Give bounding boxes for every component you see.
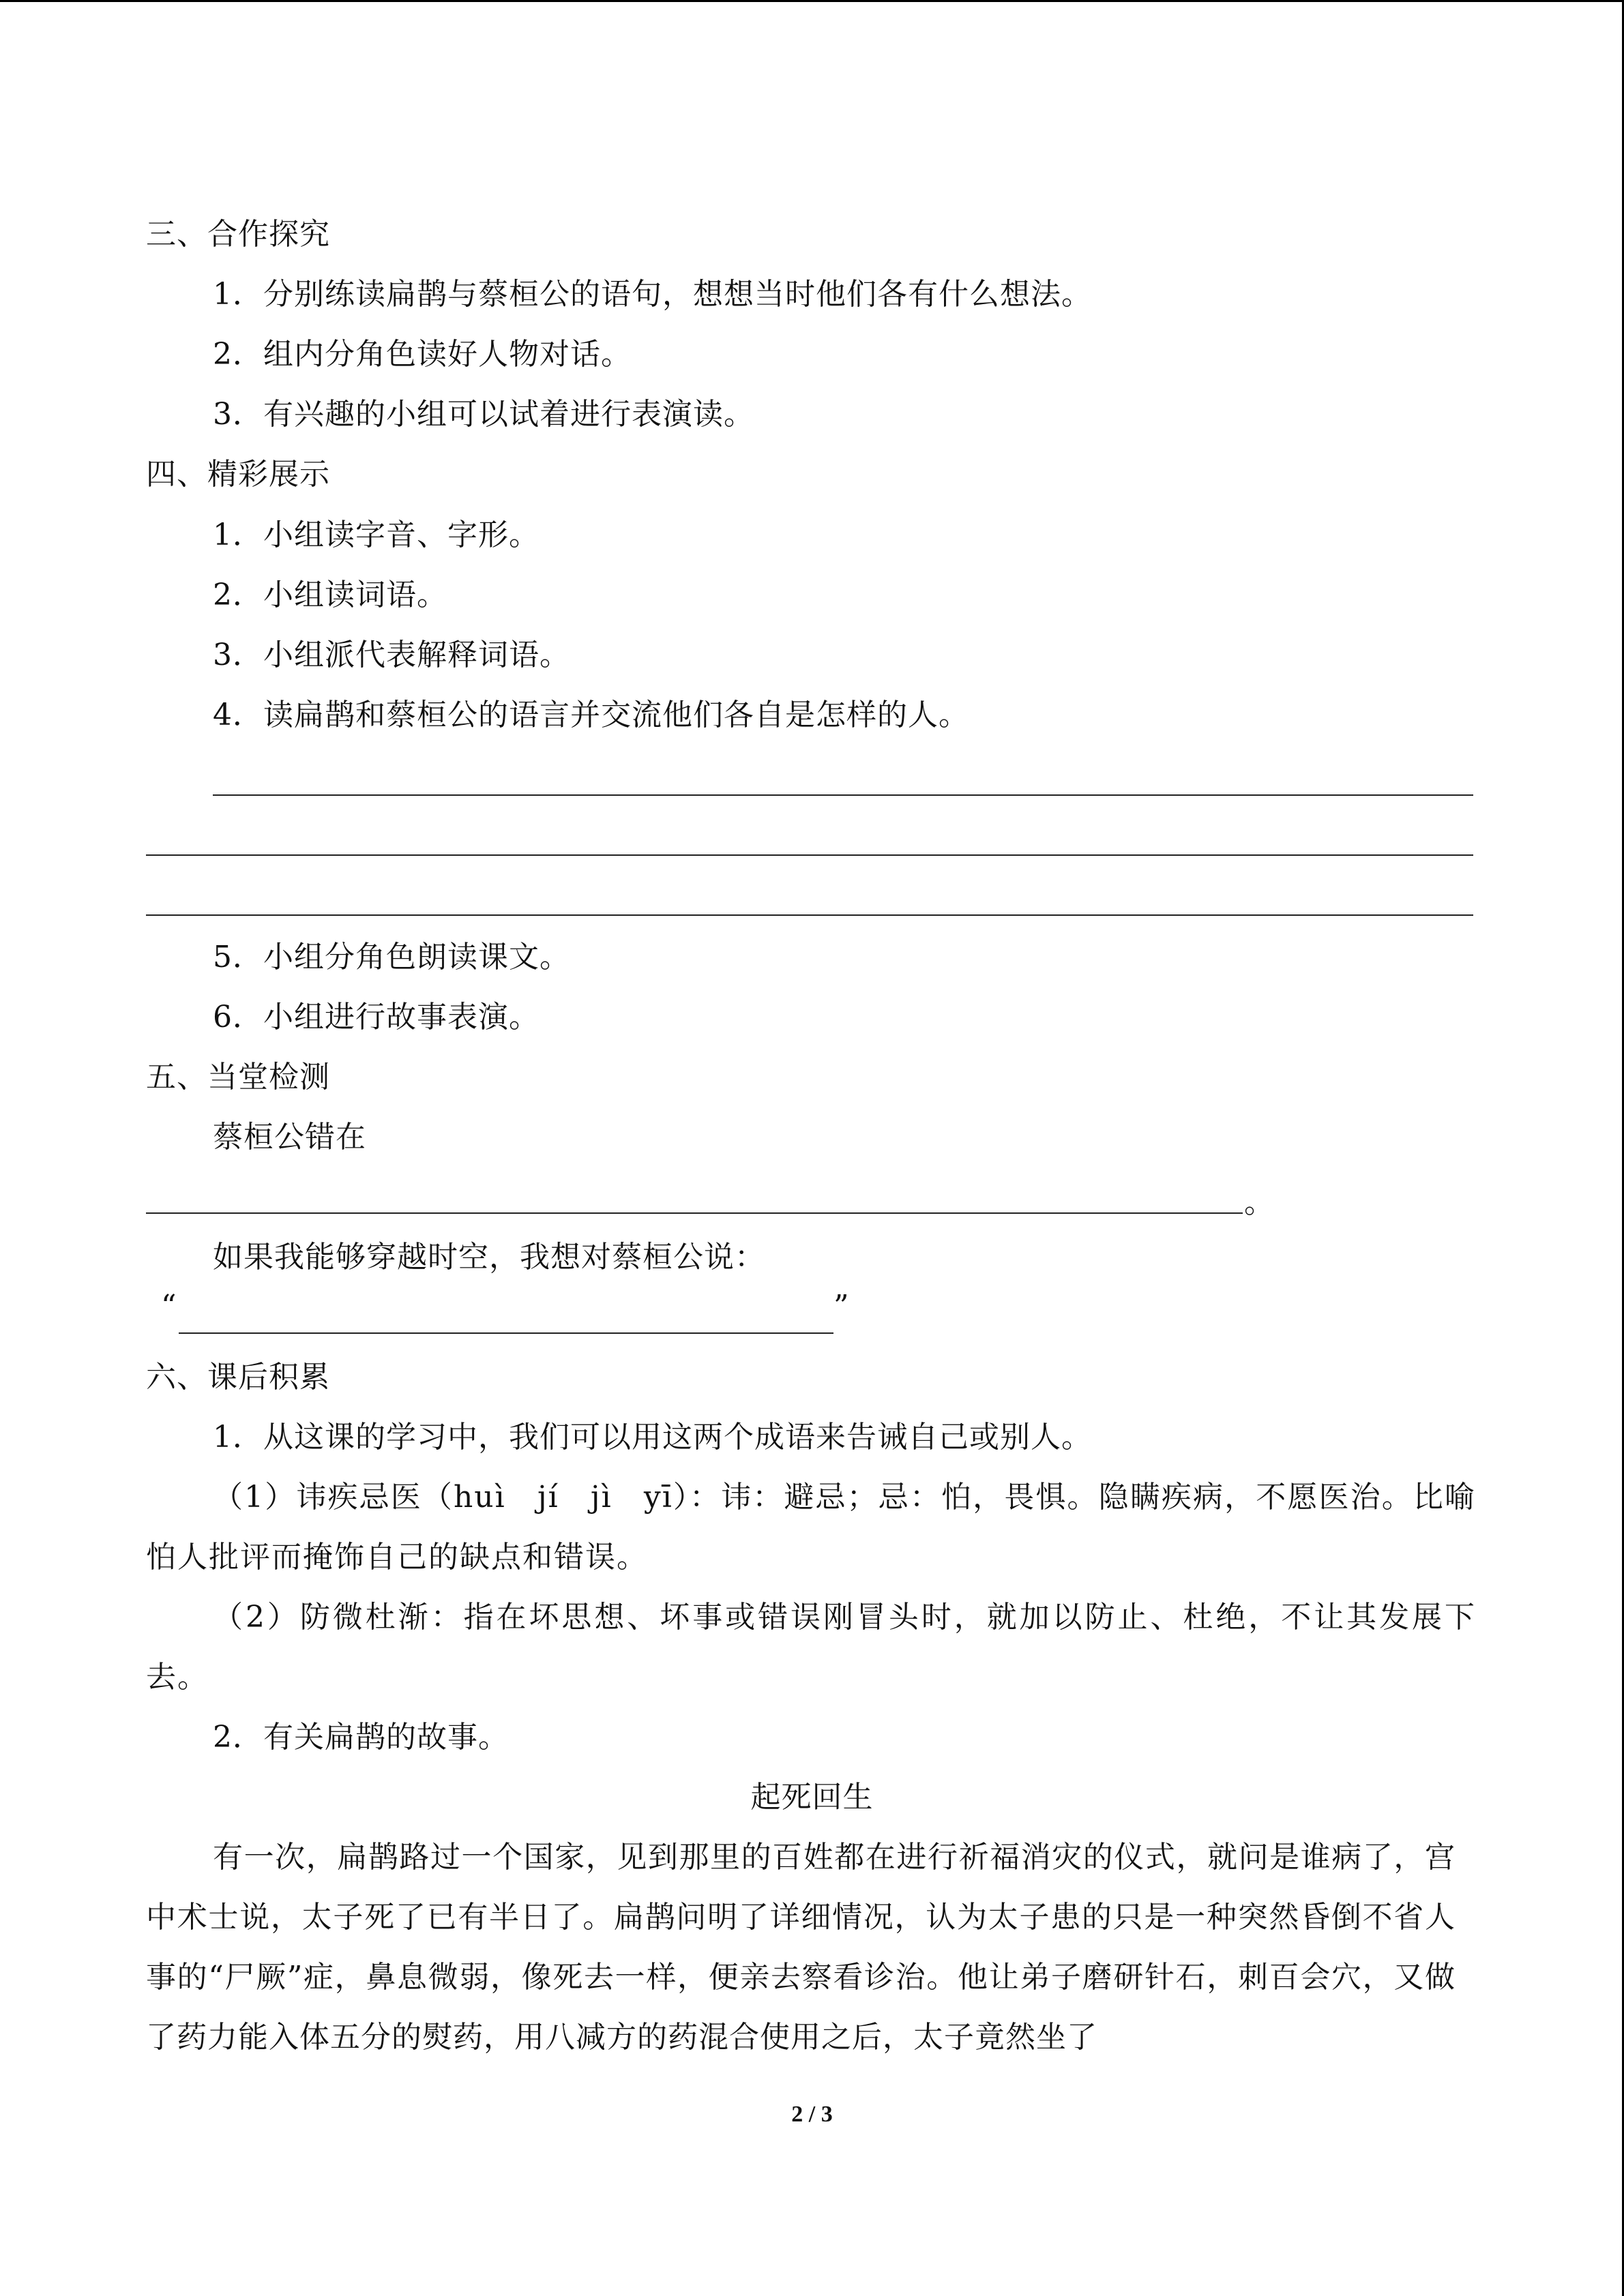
- story-paragraph: 有一次，扁鹊路过一个国家，见到那里的百姓都在进行祈福消灾的仪式，就问是谁病了，宫中术士说，太子死了已有半日了。扁鹊问明了详细情况，认为太子患的只是一种突然昏倒不省人事的“尸厥”症，鼻息微弱，像死去一样，便亲去察看诊治。他让弟子磨研针石，刺百会穴，又做了药力能入体五分的熨药，用八减方的药混合使用之后，太子竟然坐了: [146, 1840, 1456, 2055]
- answer-line[interactable]: [146, 1212, 1243, 1214]
- section-heading-6: 六、课后积累: [146, 1360, 330, 1395]
- list-item: 4．读扁鹊和蔡桓公的语言并交流他们各自是怎样的人。: [213, 698, 969, 732]
- list-item: 2．小组读词语。: [213, 578, 447, 612]
- list-item: 1．从这课的学习中，我们可以用这两个成语来告诫自己或别人。: [213, 1420, 1092, 1455]
- list-item: 3．有兴趣的小组可以试着进行表演读。: [213, 397, 754, 432]
- answer-line[interactable]: [146, 914, 1473, 916]
- fill-in-period: 。: [1244, 1185, 1275, 1220]
- answer-line[interactable]: [146, 854, 1473, 856]
- story-title: 起死回生: [750, 1780, 874, 1815]
- page-number: 2 / 3: [791, 2102, 833, 2127]
- list-item: 2．组内分角色读好人物对话。: [213, 337, 632, 372]
- open-quote: “: [161, 1289, 177, 1324]
- section-heading-5: 五、当堂检测: [146, 1060, 330, 1094]
- idiom-definition: （1）讳疾忌医（huì jí jì yī）：讳：避忌；忌：怕，畏惧。隐瞒疾病，不愿医治。比喻怕人批评而掩饰自己的缺点和错误。: [146, 1480, 1476, 1575]
- fill-in-prompt: 如果我能够穿越时空，我想对蔡桓公说：: [213, 1240, 765, 1274]
- list-item: 3．小组派代表解释词语。: [213, 638, 570, 672]
- answer-line[interactable]: [213, 794, 1473, 796]
- section-heading-3: 三、合作探究: [146, 217, 330, 252]
- list-item: 2．有关扁鹊的故事。: [213, 1720, 509, 1755]
- list-item: 5．小组分角色朗读课文。: [213, 940, 570, 974]
- list-item: 1．分别练读扁鹊与蔡桓公的语句，想想当时他们各有什么想法。: [213, 277, 1092, 312]
- idiom-definition: （2）防微杜渐：指在坏思想、坏事或错误刚冒头时，就加以防止、杜绝，不让其发展下去。: [146, 1600, 1476, 1695]
- answer-line[interactable]: [179, 1332, 833, 1334]
- fill-in-prompt: 蔡桓公错在: [213, 1120, 366, 1154]
- section-heading-4: 四、精彩展示: [146, 457, 330, 492]
- list-item: 1．小组读字音、字形。: [213, 518, 540, 552]
- close-quote: ”: [833, 1289, 850, 1324]
- list-item: 6．小组进行故事表演。: [213, 1000, 540, 1034]
- page-top-border: [0, 0, 1624, 2]
